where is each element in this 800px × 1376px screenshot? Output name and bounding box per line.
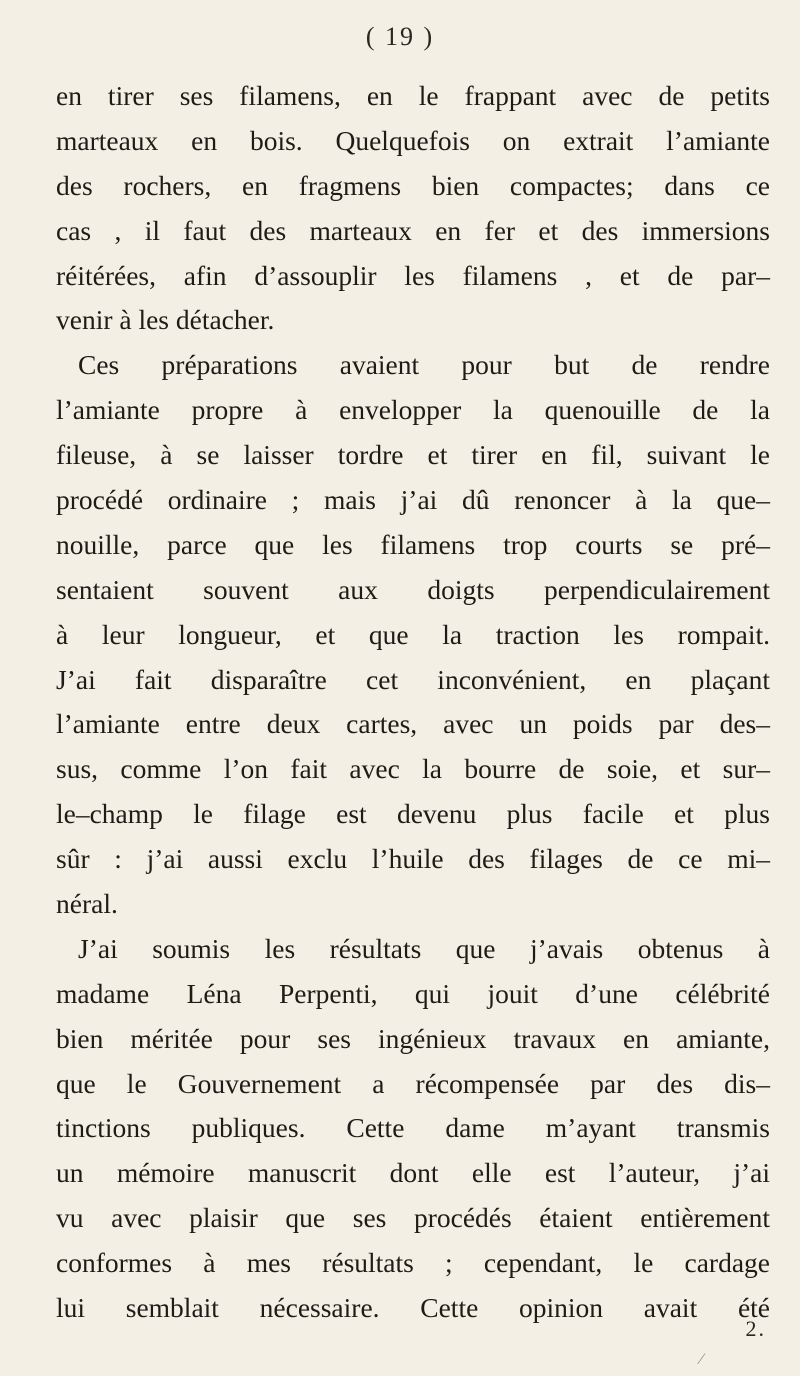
text-line: cas , il faut des marteaux en fer et des immersions bbox=[56, 214, 770, 246]
text-line: que le Gouvernement a récompensée par des dis– bbox=[56, 1067, 770, 1099]
text-line: néral. bbox=[56, 888, 118, 920]
text-line: J’ai fait disparaître cet inconvénient, en plaçant bbox=[56, 663, 770, 695]
body-text bbox=[56, 74, 770, 1331]
text-line: vu avec plaisir que ses procédés étaient entièrement bbox=[56, 1202, 770, 1234]
text-line: procédé ordinaire ; mais j’ai dû renoncer à la que– bbox=[56, 484, 770, 516]
ink-speck: ⁄ bbox=[700, 1351, 703, 1368]
text-line: des rochers, en fragmens bien compactes; dans ce bbox=[56, 169, 770, 201]
text-line: conformes à mes résultats ; cependant, le cardage bbox=[56, 1247, 770, 1279]
text-line: réitérées, afin d’assouplir les filamens , et de par– bbox=[56, 259, 770, 291]
text-line: J’ai soumis les résultats que j’avais obtenus à bbox=[78, 932, 770, 964]
text-line: tinctions publiques. Cette dame m’ayant transmis bbox=[56, 1112, 770, 1144]
text-line: le–champ le filage est devenu plus facile et plus bbox=[56, 798, 770, 830]
text-line: madame Léna Perpenti, qui jouit d’une célébrité bbox=[56, 977, 770, 1009]
text-line: venir à les détacher. bbox=[56, 304, 275, 336]
text-line: sûr : j’ai aussi exclu l’huile des filages de ce mi– bbox=[56, 843, 770, 875]
page-number: ( 19 ) bbox=[365, 22, 435, 51]
text-line: sus, comme l’on fait avec la bourre de soie, et sur– bbox=[56, 753, 770, 785]
text-line: Ces préparations avaient pour but de rendre bbox=[78, 349, 770, 381]
text-line: lui semblait nécessaire. Cette opinion avait été bbox=[56, 1292, 770, 1324]
text-line: un mémoire manuscrit dont elle est l’auteur, j’ai bbox=[56, 1157, 770, 1189]
text-line: en tirer ses filamens, en le frappant avec de petits bbox=[56, 80, 770, 111]
text-line: nouille, parce que les filamens trop courts se pré– bbox=[56, 528, 770, 560]
signature-mark: 2. bbox=[745, 1316, 766, 1341]
text-line: fileuse, à se laisser tordre et tirer en fil, suivant le bbox=[56, 439, 770, 471]
text-line: bien méritée pour ses ingénieux travaux en amiante, bbox=[56, 1022, 770, 1054]
text-line: marteaux en bois. Quelquefois on extrait l’amiante bbox=[56, 124, 770, 156]
text-line: sentaient souvent aux doigts perpendiculairement bbox=[56, 573, 770, 605]
text-line: l’amiante propre à envelopper la quenouille de la bbox=[56, 394, 770, 426]
text-line: l’amiante entre deux cartes, avec un poids par des– bbox=[56, 708, 770, 740]
text-line: à leur longueur, et que la traction les rompait. bbox=[56, 618, 770, 650]
